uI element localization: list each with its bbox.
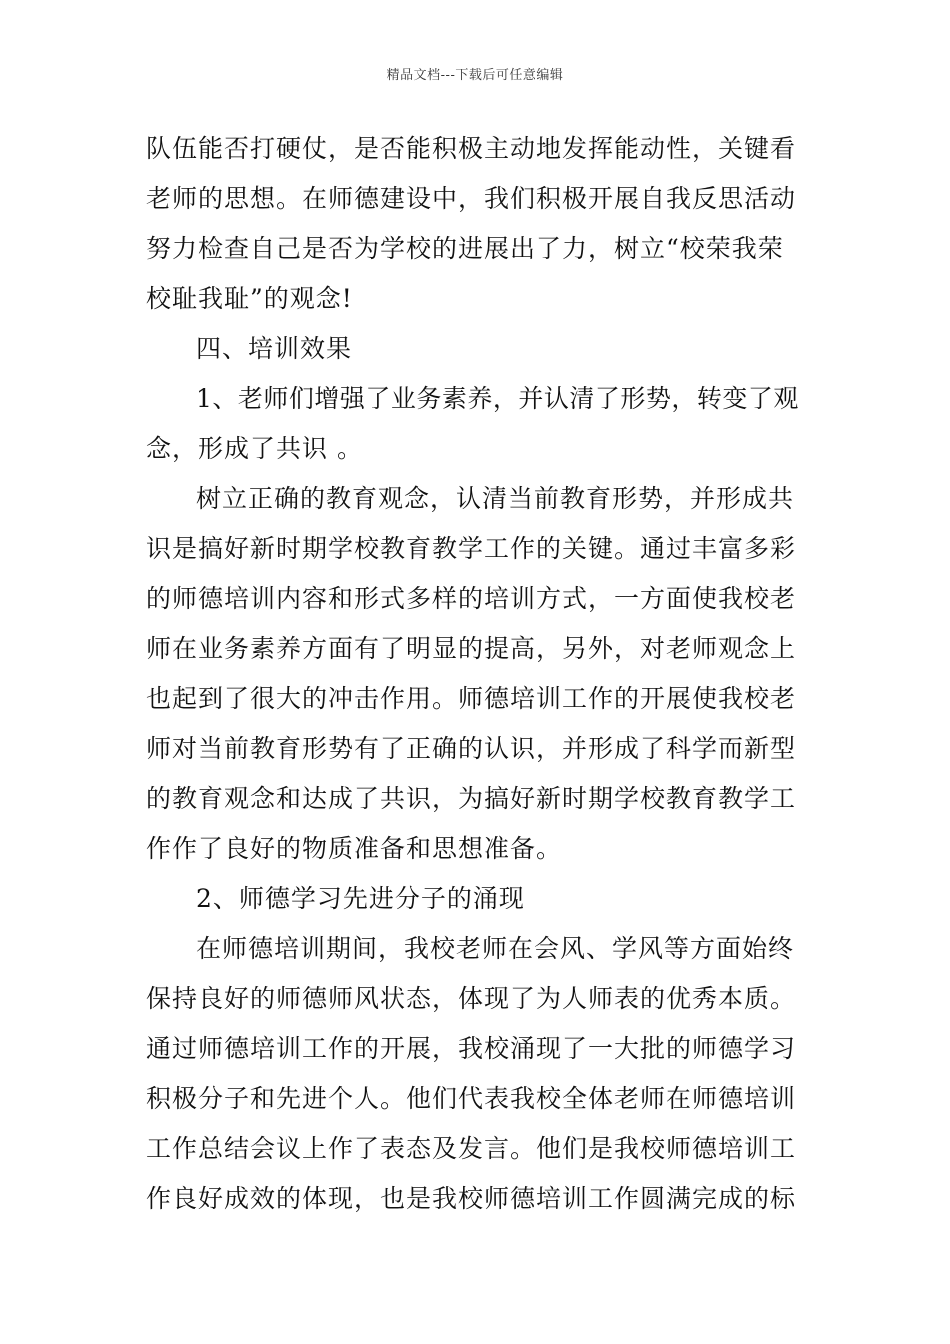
text-line: 师在业务素养方面有了明显的提高，另外，对老师观念上	[146, 634, 797, 663]
text-line: 工作总结会议上作了表态及发言。他们是我校师德培训工	[146, 1134, 797, 1163]
text-line: 师对当前教育形势有了正确的认识，并形成了科学而新型	[146, 734, 797, 763]
text-line: 的师德培训内容和形式多样的培训方式，一方面使我校老	[146, 584, 797, 613]
text-line: 积极分子和先进个人。他们代表我校全体老师在师德培训	[146, 1084, 797, 1113]
page-header: 精品文档---下载后可任意编辑	[386, 68, 564, 83]
text-line: 通过师德培训工作的开展，我校涌现了一大批的师德学习	[146, 1034, 797, 1063]
text-line: 作作了良好的物质准备和思想准备。	[146, 834, 563, 863]
text-line: 校耻我耻”的观念!	[146, 284, 353, 313]
text-line: 在师德培训期间，我校老师在会风、学风等方面始终	[196, 934, 795, 963]
text-line: 2、师德学习先进分子的涌现	[196, 884, 525, 913]
text-line: 四、培训效果	[196, 334, 353, 363]
text-line: 也起到了很大的冲击作用。师德培训工作的开展使我校老	[146, 684, 797, 713]
document-body	[146, 124, 808, 1224]
text-line: 的教育观念和达成了共识，为搞好新时期学校教育教学工	[146, 784, 797, 813]
text-line: 识是搞好新时期学校教育教学工作的关键。通过丰富多彩	[146, 534, 797, 563]
text-line: 努力检查自己是否为学校的进展出了力，树立“校荣我荣	[146, 234, 784, 263]
text-line: 保持良好的师德师风状态，体现了为人师表的优秀本质。	[146, 984, 797, 1013]
text-line: 树立正确的教育观念，认清当前教育形势，并形成共	[196, 484, 795, 513]
text-line: 队伍能否打硬仗，是否能积极主动地发挥能动性，关键看	[146, 134, 797, 163]
text-line: 作良好成效的体现，也是我校师德培训工作圆满完成的标	[146, 1184, 797, 1213]
text-line: 老师的思想。在师德建设中，我们积极开展自我反思活动	[146, 184, 797, 213]
text-line: 念，形成了共识 。	[146, 434, 363, 463]
text-line: 1、老师们增强了业务素养，并认清了形势，转变了观	[196, 384, 799, 413]
